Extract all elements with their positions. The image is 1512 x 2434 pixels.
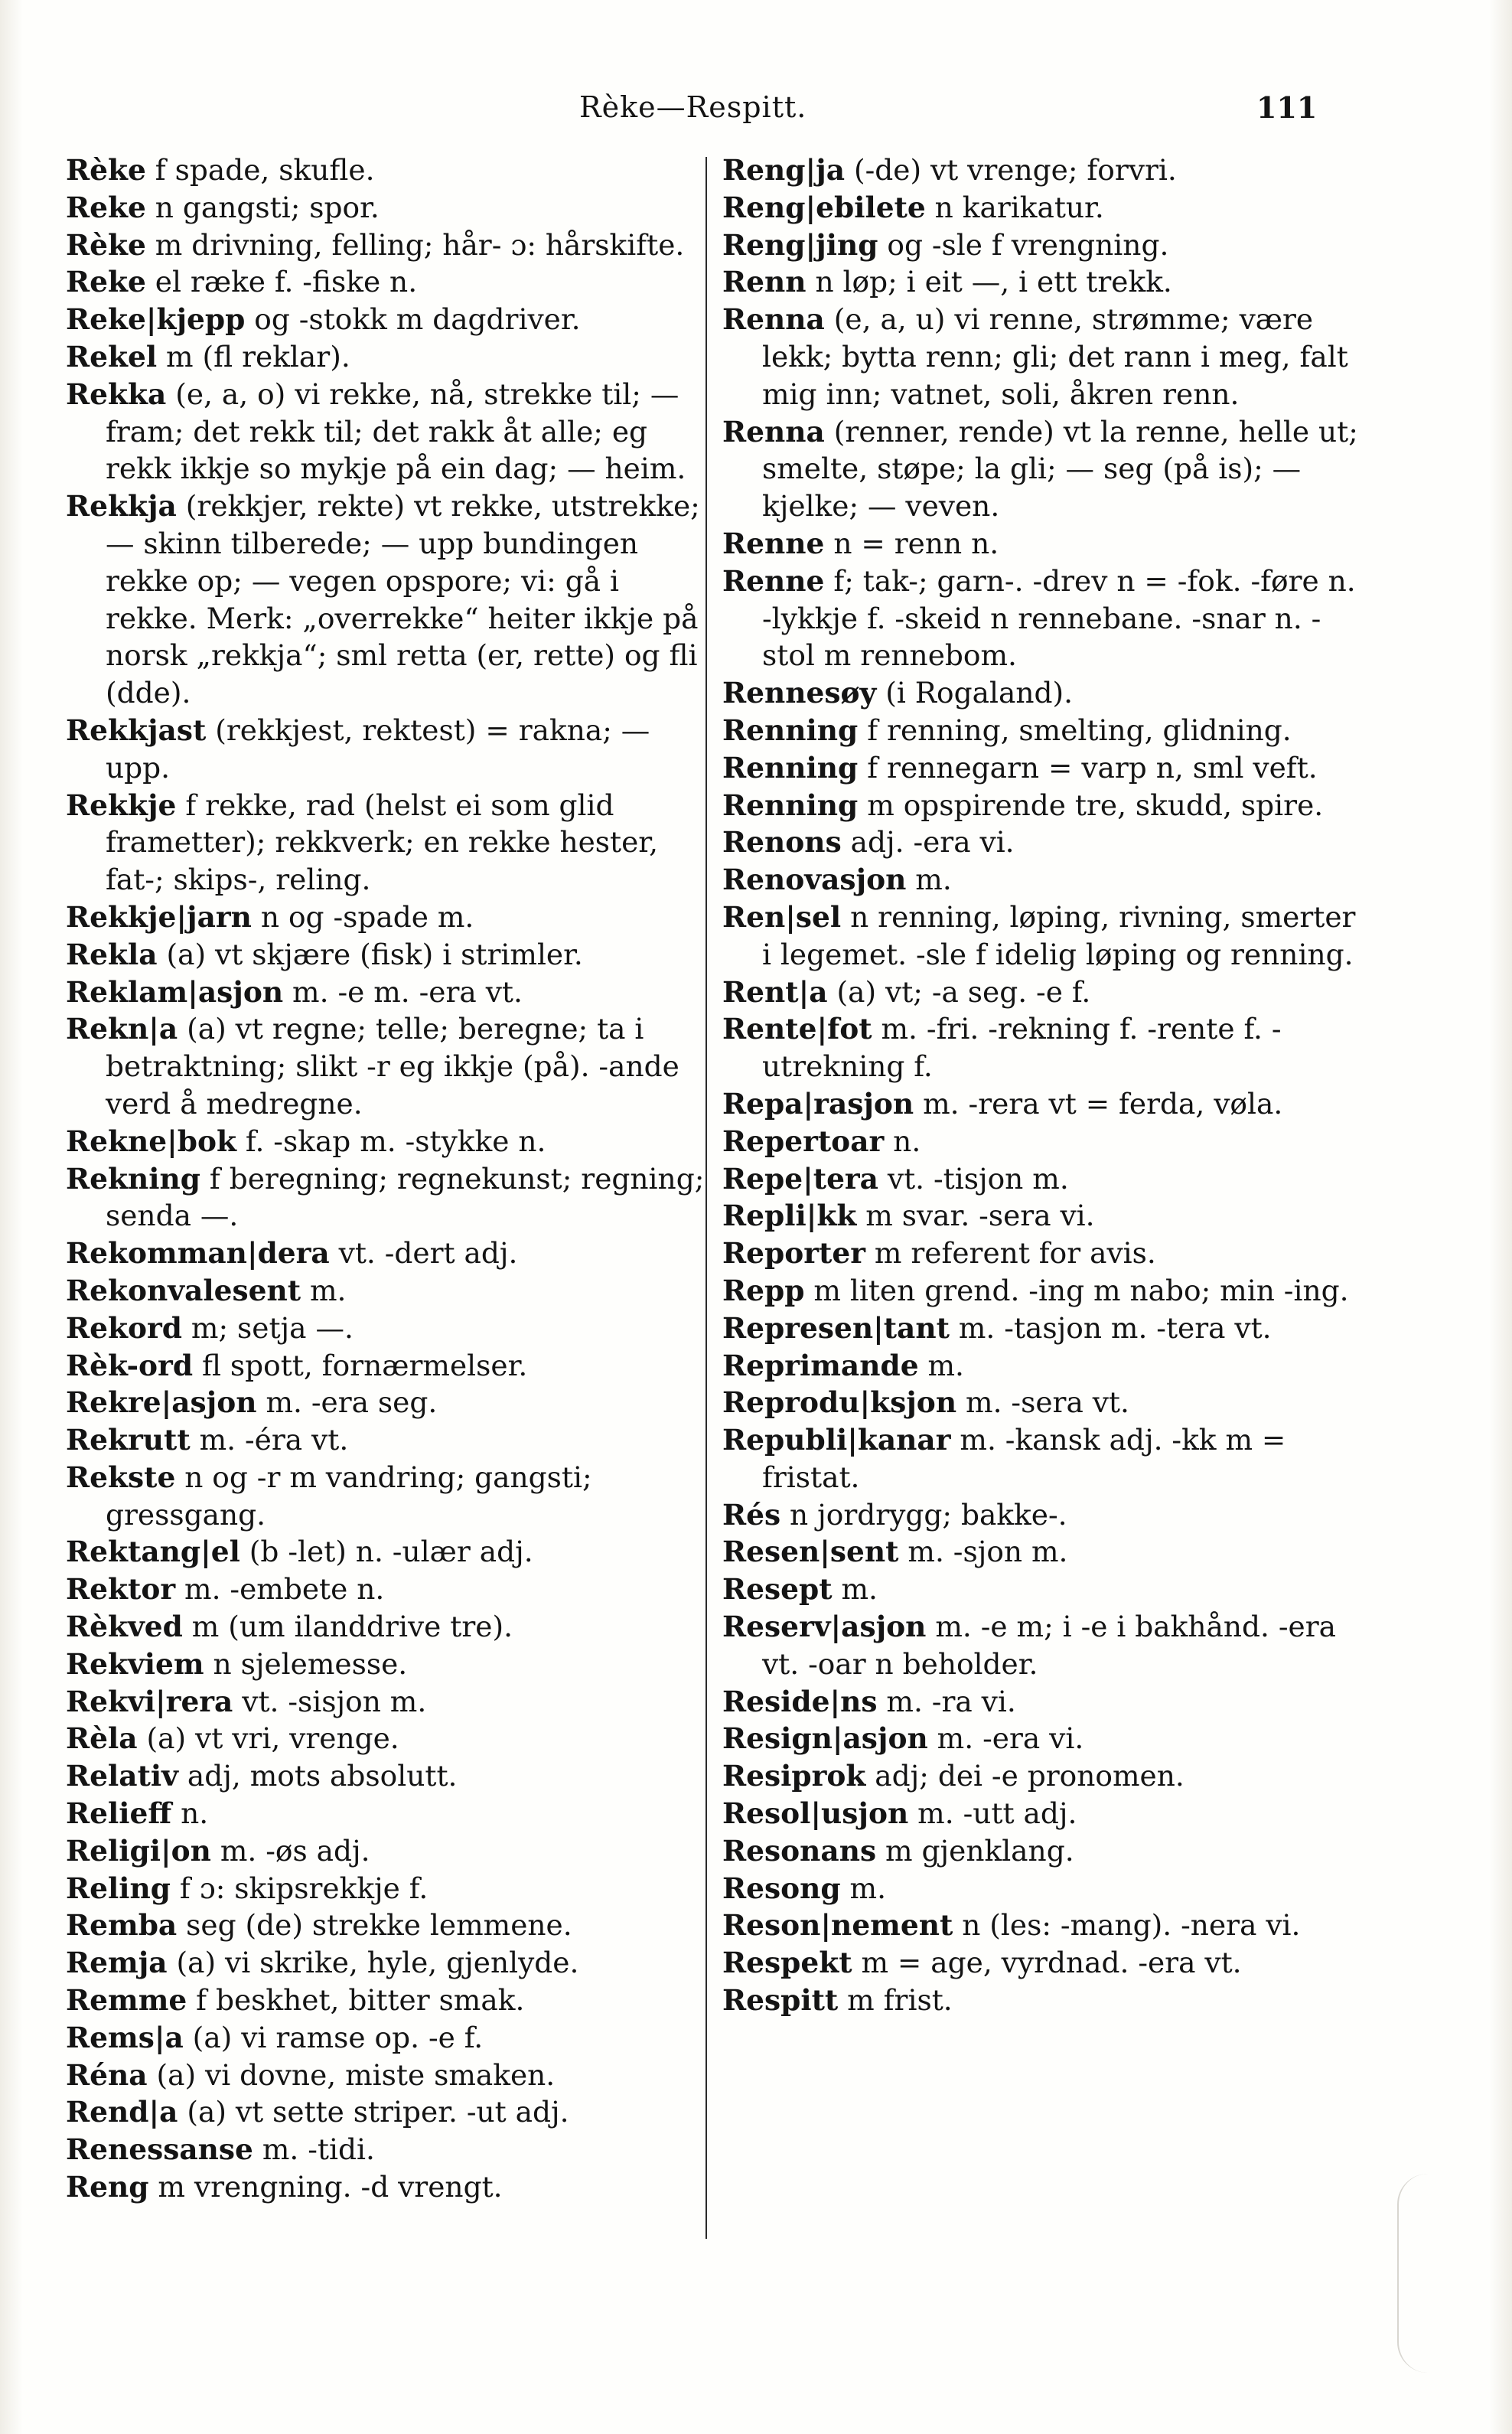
entry-definition: n karikatur. — [925, 190, 1104, 224]
dictionary-entry — [66, 1683, 709, 1721]
dictionary-entry — [66, 974, 709, 1011]
dictionary-entry — [722, 899, 1365, 974]
entry-headword: Rent|a — [722, 974, 828, 1009]
entry-headword: Rennesøy — [722, 676, 877, 710]
entry-definition: fl spott, fornærmelser. — [193, 1348, 528, 1382]
entry-headword: Reson|nement — [722, 1908, 953, 1943]
entry-definition: m. — [301, 1273, 347, 1307]
dictionary-entry — [66, 1944, 709, 1982]
entry-definition: m. — [906, 863, 952, 897]
entry-definition: n løp; i eit —, i ett trekk. — [806, 265, 1172, 299]
entry-headword: Reng|ebilete — [722, 190, 926, 224]
entry-definition: n. — [171, 1796, 209, 1831]
dictionary-entry — [66, 301, 709, 338]
dictionary-entry — [722, 787, 1365, 824]
dictionary-entry — [66, 263, 709, 301]
dictionary-entry — [66, 1720, 709, 1757]
dictionary-entry — [722, 1608, 1365, 1683]
dictionary-entry — [66, 1795, 709, 1832]
entry-definition: m gjenklang. — [876, 1833, 1074, 1868]
dictionary-entry — [66, 1310, 709, 1347]
entry-headword: Relieff — [66, 1796, 172, 1831]
entry-headword: Reprodu|ksjon — [722, 1385, 957, 1420]
entry-headword: Reng|ja — [722, 153, 846, 187]
entry-definition: og -stokk m dagdriver. — [245, 302, 581, 337]
entry-definition: m. -ra vi. — [877, 1684, 1016, 1718]
entry-headword: Reprimande — [722, 1348, 919, 1382]
dictionary-entry — [66, 152, 709, 189]
entry-definition: (a) vi ramse op. -e f. — [183, 2020, 484, 2054]
entry-headword: Renne — [722, 526, 825, 560]
entry-definition: f ɔ: skipsrekkje f. — [171, 1871, 429, 1905]
entry-headword: Reling — [66, 1871, 171, 1905]
dictionary-entry — [66, 1608, 709, 1646]
dictionary-entry — [722, 1944, 1365, 1982]
entry-headword: Rèkved — [66, 1610, 183, 1644]
entry-headword: Rekkje|jarn — [66, 899, 252, 934]
entry-headword: Renna — [722, 302, 825, 337]
entry-definition: n og -r m vandring; gangsti; gressgang. — [106, 1460, 592, 1532]
dictionary-entry — [722, 1870, 1365, 1907]
entry-definition: (i Rogaland). — [876, 676, 1074, 710]
dictionary-entry — [66, 2093, 709, 2131]
entry-headword: Resign|asjon — [722, 1721, 928, 1756]
entry-definition: m. -e m. -era vt. — [283, 974, 523, 1009]
entry-headword: Reserv|asjon — [722, 1610, 927, 1644]
entry-headword: Renn — [722, 265, 807, 299]
dictionary-entry — [66, 1010, 709, 1122]
entry-headword: Renovasjon — [722, 863, 907, 897]
dictionary-entry — [722, 263, 1365, 301]
entry-headword: Repa|rasjon — [722, 1086, 914, 1121]
entry-definition: f; tak-; garn-. -drev n = -fok. -føre n. -lykkje f. -skeid n rennebane. -snar n. -stol m rennebom. — [762, 563, 1356, 673]
running-head: Rèke—Respitt. — [579, 90, 807, 124]
dictionary-entry — [66, 899, 709, 936]
page-number: 111 — [1256, 90, 1318, 125]
dictionary-entry — [722, 712, 1365, 749]
entry-headword: Rèke — [66, 153, 146, 187]
entry-headword: Resen|sent — [722, 1535, 899, 1569]
entry-definition: f renning, smelting, glidning. — [858, 713, 1292, 747]
dictionary-entry — [722, 1907, 1365, 1944]
entry-definition: m frist. — [838, 1983, 953, 2018]
entry-headword: Relativ — [66, 1759, 178, 1793]
dictionary-entry — [722, 1160, 1365, 1198]
dictionary-entry — [722, 1197, 1365, 1235]
dictionary-entry — [66, 1235, 709, 1272]
entry-headword: Rekomman|dera — [66, 1236, 330, 1271]
entry-definition: (rekkjer, rekte) vt rekke, utstrekke; — skinn tilberede; — upp bundingen rekke op; — vegen opspore; vi: gå i rekke. Merk: „overrekke“ heiter ikkje på norsk „rekkja“; sml retta (er, rette) og fli (dde). — [106, 489, 700, 710]
entry-headword: Rend|a — [66, 2095, 178, 2129]
entry-definition: m. -tidi. — [253, 2132, 375, 2167]
entry-headword: Ren|sel — [722, 899, 842, 934]
entry-headword: Rekne|bok — [66, 1124, 236, 1158]
entry-definition: f. -skap m. -stykke n. — [236, 1124, 546, 1158]
dictionary-entry — [722, 1533, 1365, 1571]
entry-headword: Rekla — [66, 937, 158, 971]
entry-definition: m. -tasjon m. -tera vt. — [949, 1310, 1272, 1345]
entry-definition: vt. -dert adj. — [329, 1236, 518, 1271]
dictionary-entry — [66, 1646, 709, 1683]
entry-headword: Rekn|a — [66, 1012, 178, 1046]
entry-headword: Renessanse — [66, 2132, 253, 2167]
entry-headword: Religi|on — [66, 1833, 211, 1868]
entry-headword: Rekkja — [66, 489, 177, 524]
page-header — [0, 90, 1512, 136]
entry-definition: n renning, løping, rivning, smerter i legemet. -sle f idelig løping og renning. — [762, 899, 1356, 971]
entry-headword: Renning — [722, 713, 859, 747]
entry-headword: Repe|tera — [722, 1161, 878, 1196]
dictionary-entry — [66, 189, 709, 227]
entry-definition: n sjelemesse. — [204, 1646, 408, 1681]
entry-definition: m liten grend. -ing m nabo; min -ing. — [804, 1273, 1349, 1307]
entry-headword: Resept — [722, 1572, 833, 1607]
entry-definition: og -sle f vrengning. — [878, 227, 1169, 262]
dictionary-entry — [66, 1832, 709, 1870]
entry-headword: Rekkjast — [66, 713, 207, 747]
dictionary-entry — [66, 1757, 709, 1795]
dictionary-entry — [722, 1235, 1365, 1272]
dictionary-entry — [66, 338, 709, 376]
entry-definition: (a) vi skrike, hyle, gjenlyde. — [167, 1946, 579, 1980]
entry-definition: el ræke f. -fiske n. — [145, 265, 418, 299]
dictionary-entry — [66, 712, 709, 787]
entry-definition: f rennegarn = varp n, sml veft. — [858, 750, 1318, 785]
entry-headword: Rekel — [66, 339, 158, 374]
dictionary-entry — [722, 1496, 1365, 1534]
dictionary-entry — [66, 1160, 709, 1235]
entry-definition: adj; dei -e pronomen. — [865, 1759, 1185, 1793]
entry-definition: (-de) vt vrenge; forvri. — [845, 153, 1177, 187]
entry-headword: Remme — [66, 1983, 187, 2018]
dictionary-entry — [66, 1870, 709, 1907]
page-edge-left — [0, 0, 23, 2434]
entry-headword: Rente|fot — [722, 1012, 872, 1046]
entry-definition: adj, mots absolutt. — [178, 1759, 458, 1793]
entry-headword: Resiprok — [722, 1759, 866, 1793]
entry-headword: Rems|a — [66, 2020, 184, 2054]
page-scratch-mark — [1397, 2174, 1429, 2373]
dictionary-entry — [66, 1123, 709, 1160]
dictionary-entry — [722, 1010, 1365, 1085]
dictionary-entry — [66, 787, 709, 899]
dictionary-entry — [722, 1683, 1365, 1721]
dictionary-entry — [722, 1272, 1365, 1310]
entry-headword: Remba — [66, 1908, 178, 1943]
entry-definition: m opspirende tre, skudd, spire. — [858, 788, 1324, 822]
entry-headword: Repp — [722, 1273, 805, 1307]
entry-headword: Respekt — [722, 1946, 852, 1980]
entry-headword: Renna — [722, 414, 825, 449]
entry-headword: Renne — [722, 563, 825, 598]
column-divider — [705, 157, 707, 2239]
entry-headword: Reklam|asjon — [66, 974, 284, 1009]
dictionary-entry — [722, 824, 1365, 861]
entry-definition: (b -let) n. -ulær adj. — [240, 1535, 533, 1569]
dictionary-entry — [722, 1347, 1365, 1385]
entry-definition: m = age, vyrdnad. -era vt. — [852, 1946, 1242, 1980]
dictionary-entry — [722, 1982, 1365, 2019]
dictionary-entry — [722, 1795, 1365, 1832]
dictionary-entry — [66, 488, 709, 712]
entry-definition: m. — [918, 1348, 964, 1382]
entry-headword: Rektang|el — [66, 1535, 240, 1569]
entry-definition: m. -fri. -rekning f. -rente f. -utrekning f. — [762, 1012, 1282, 1084]
entry-definition: vt. -tisjon m. — [878, 1161, 1069, 1196]
entry-definition: f spade, skufle. — [145, 153, 375, 187]
dictionary-entry — [722, 1384, 1365, 1421]
entry-headword: Reke — [66, 265, 146, 299]
dictionary-entry — [66, 2131, 709, 2168]
dictionary-entry — [66, 1459, 709, 1534]
page-edge-right — [1489, 0, 1512, 2434]
entry-headword: Rekrutt — [66, 1423, 191, 1457]
entry-definition: m referent for avis. — [865, 1236, 1156, 1271]
entry-definition: m. -era vi. — [927, 1721, 1084, 1756]
entry-headword: Represen|tant — [722, 1310, 950, 1345]
entry-headword: Reporter — [722, 1236, 865, 1271]
entry-definition: n gangsti; spor. — [145, 190, 380, 224]
entry-headword: Reng|jing — [722, 227, 878, 262]
dictionary-entry — [722, 413, 1365, 525]
entry-headword: Rekka — [66, 377, 167, 411]
entry-headword: Respitt — [722, 1983, 839, 2018]
entry-definition: (a) vi dovne, miste smaken. — [147, 2057, 556, 2092]
entry-headword: Repertoar — [722, 1124, 885, 1158]
dictionary-entry — [66, 1384, 709, 1421]
entry-definition: n. — [884, 1124, 921, 1158]
dictionary-entry — [66, 936, 709, 974]
entry-headword: Reke|kjepp — [66, 302, 246, 337]
entry-definition: adj. -era vi. — [841, 825, 1015, 860]
entry-definition: m vrengning. -d vrengt. — [148, 2170, 503, 2204]
entry-definition: m. -kansk adj. -kk m = fristat. — [762, 1423, 1286, 1494]
entry-definition: (a) vt skjære (fisk) i strimler. — [157, 937, 583, 971]
entry-definition: (a) vt sette striper. -ut adj. — [178, 2095, 569, 2129]
entry-headword: Rekonvalesent — [66, 1273, 301, 1307]
entry-definition: m. -era seg. — [256, 1385, 438, 1420]
entry-definition: (a) vt; -a seg. -e f. — [827, 974, 1091, 1009]
entry-headword: Resonans — [722, 1833, 877, 1868]
entry-headword: Rèla — [66, 1721, 138, 1756]
entry-definition: m. -sjon m. — [898, 1535, 1068, 1569]
entry-definition: (a) vt regne; telle; beregne; ta i betraktning; slikt -r eg ikkje (på). -ande verd å medregne. — [106, 1012, 679, 1121]
dictionary-entry — [722, 1757, 1365, 1795]
entry-headword: Rekkje — [66, 788, 177, 822]
entry-definition: seg (de) strekke lemmene. — [177, 1908, 572, 1943]
dictionary-entry — [66, 1272, 709, 1310]
dictionary-entry — [722, 749, 1365, 787]
dictionary-entry — [722, 189, 1365, 227]
entry-headword: Rekviem — [66, 1646, 204, 1681]
entry-definition: n (les: -mang). -nera vi. — [953, 1908, 1301, 1943]
entry-definition: n og -spade m. — [251, 899, 474, 934]
dictionary-entry — [722, 1720, 1365, 1757]
entry-headword: Resong — [722, 1871, 841, 1905]
entry-headword: Republi|kanar — [722, 1423, 951, 1457]
right-column — [722, 152, 1365, 2019]
entry-headword: Remja — [66, 1946, 168, 1980]
entry-definition: m drivning, felling; hår- ɔ: hårskifte. — [145, 227, 685, 262]
dictionary-entry — [66, 1571, 709, 1608]
entry-definition: m svar. -sera vi. — [856, 1199, 1095, 1233]
dictionary-entry — [722, 1421, 1365, 1496]
entry-definition: m. -e m; i -e i bakhånd. -era vt. -oar n beholder. — [762, 1610, 1337, 1681]
dictionary-entry — [66, 2168, 709, 2206]
entry-definition: m. — [832, 1572, 878, 1607]
entry-headword: Rekste — [66, 1460, 176, 1494]
entry-definition: m. -éra vt. — [190, 1423, 349, 1457]
dictionary-entry — [66, 1982, 709, 2019]
dictionary-entry — [722, 227, 1365, 264]
dictionary-entry — [722, 301, 1365, 413]
entry-definition: m (fl reklar). — [157, 339, 350, 374]
dictionary-entry — [722, 1832, 1365, 1870]
entry-headword: Resol|usjon — [722, 1796, 909, 1831]
entry-definition: (renner, rende) vt la renne, helle ut; smelte, støpe; la gli; — seg (på is); — kjelke; — veven. — [762, 414, 1358, 524]
dictionary-entry — [66, 376, 709, 488]
entry-headword: Rekre|asjon — [66, 1385, 257, 1420]
entry-definition: n = renn n. — [824, 526, 999, 560]
entry-definition: (e, a, o) vi rekke, nå, strekke til; — fram; det rekk til; det rakk åt alle; eg rekk ikkje so mykje på ein dag; — heim. — [106, 377, 686, 486]
dictionary-entry — [66, 227, 709, 264]
dictionary-entry — [722, 1085, 1365, 1123]
dictionary-entry — [722, 525, 1365, 563]
entry-definition: m (um ilanddrive tre). — [182, 1610, 513, 1644]
entry-definition: (e, a, u) vi renne, strømme; være lekk; bytta renn; gli; det rann i meg, falt mig inn; vatnet, soli, åkren renn. — [762, 302, 1348, 411]
entry-definition: m. -rera vt = ferda, vøla. — [914, 1086, 1283, 1121]
entry-headword: Rés — [722, 1497, 781, 1532]
entry-headword: Repli|kk — [722, 1199, 857, 1233]
dictionary-entry — [66, 2057, 709, 2094]
dictionary-entry — [722, 563, 1365, 674]
dictionary-entry — [722, 674, 1365, 712]
entry-headword: Renning — [722, 788, 859, 822]
entry-headword: Renning — [722, 750, 859, 785]
entry-definition: f beregning; regnekunst; regning; senda —. — [106, 1161, 705, 1233]
entry-definition: m. -embete n. — [175, 1572, 385, 1607]
entry-definition: f beskhet, bitter smak. — [187, 1983, 525, 2018]
entry-definition: n jordrygg; bakke-. — [780, 1497, 1067, 1532]
entry-definition: (rekkjest, rektest) = rakna; — upp. — [106, 713, 650, 785]
entry-headword: Rekning — [66, 1161, 201, 1196]
dictionary-entry — [722, 152, 1365, 189]
entry-definition: m. -utt adj. — [908, 1796, 1077, 1831]
dictionary-entry — [722, 1123, 1365, 1160]
entry-headword: Reke — [66, 190, 146, 224]
dictionary-entry — [66, 1421, 709, 1459]
dictionary-entry — [66, 1907, 709, 1944]
dictionary-entry — [722, 861, 1365, 899]
entry-headword: Rekvi|rera — [66, 1684, 233, 1718]
entry-definition: m. — [840, 1871, 887, 1905]
dictionary-entry — [66, 2019, 709, 2057]
dictionary-entry — [66, 1347, 709, 1385]
entry-definition: f rekke, rad (helst ei som glid frametter); rekkverk; en rekke hester, fat-; skips-, reling. — [106, 788, 659, 897]
dictionary-entry — [66, 1533, 709, 1571]
entry-headword: Rekord — [66, 1310, 182, 1345]
dictionary-entry — [722, 1571, 1365, 1608]
entry-headword: Rèk-ord — [66, 1348, 194, 1382]
dictionary-entry — [722, 1310, 1365, 1347]
entry-definition: m. -sera vt. — [956, 1385, 1129, 1420]
entry-definition: m; setja —. — [182, 1310, 354, 1345]
dictionary-entry — [722, 974, 1365, 1011]
entry-headword: Rektor — [66, 1572, 176, 1607]
entry-headword: Reng — [66, 2170, 149, 2204]
entry-headword: Rèke — [66, 227, 146, 262]
entry-definition: m. -øs adj. — [210, 1833, 370, 1868]
entry-headword: Renons — [722, 825, 842, 860]
entry-headword: Reside|ns — [722, 1684, 878, 1718]
left-column — [66, 152, 709, 2206]
entry-definition: vt. -sisjon m. — [233, 1684, 427, 1718]
entry-headword: Réna — [66, 2057, 148, 2092]
entry-definition: (a) vt vri, vrenge. — [137, 1721, 399, 1756]
